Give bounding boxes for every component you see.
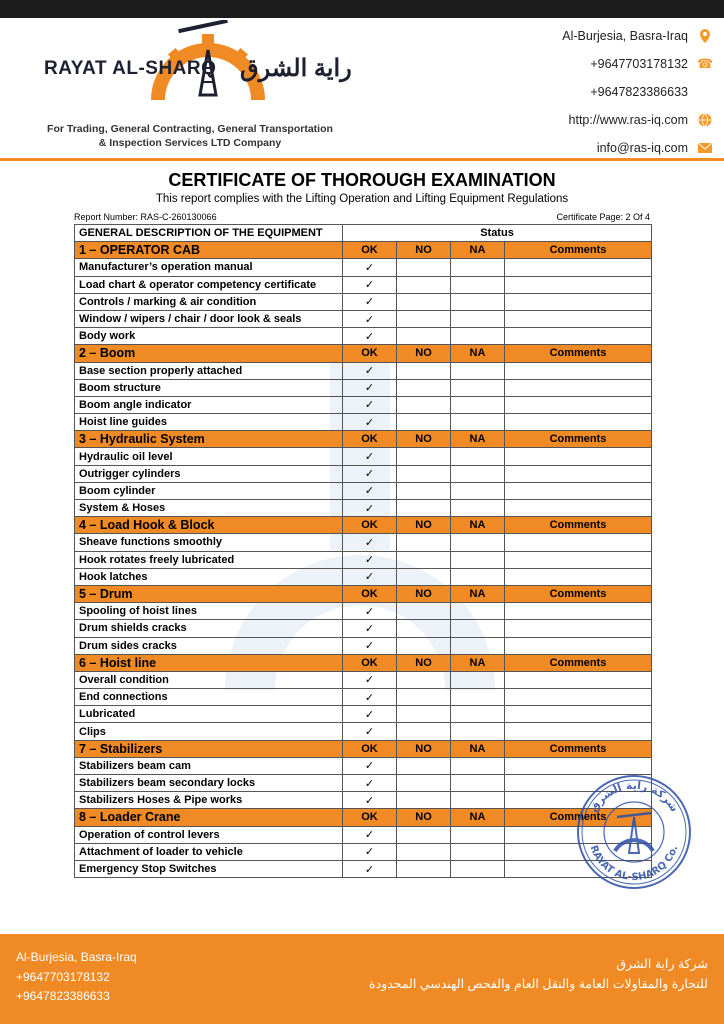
cell-na	[451, 482, 505, 499]
footer	[0, 934, 724, 1024]
contact-info	[492, 22, 712, 162]
table-row	[75, 551, 652, 568]
checkmark-icon: ✓	[343, 328, 397, 345]
cell-no	[397, 500, 451, 517]
table-row	[75, 792, 652, 809]
item-description: Hook rotates freely lubricated	[75, 551, 343, 568]
table-row	[75, 775, 652, 792]
col-comments-label: Comments	[505, 242, 652, 259]
cell-comments	[505, 757, 652, 774]
header-divider	[0, 158, 724, 161]
col-comments-label: Comments	[505, 585, 652, 602]
item-description: Outrigger cylinders	[75, 465, 343, 482]
checkmark-icon: ✓	[343, 534, 397, 551]
company-name-en: RAYAT AL-SHARQ	[44, 58, 217, 79]
item-description: Overall condition	[75, 671, 343, 688]
table-row	[75, 620, 652, 637]
table-row	[75, 259, 652, 276]
cell-na	[451, 465, 505, 482]
cell-na	[451, 568, 505, 585]
cell-no	[397, 757, 451, 774]
cell-no	[397, 843, 451, 860]
item-description: Hydraulic oil level	[75, 448, 343, 465]
certificate-page: Certificate Page: 2 Of 4	[556, 212, 650, 222]
col-comments-label: Comments	[505, 517, 652, 534]
header-status: Status	[343, 225, 652, 242]
letterhead	[0, 18, 724, 160]
contact-website	[492, 106, 712, 134]
checkmark-icon: ✓	[343, 465, 397, 482]
cell-comments	[505, 637, 652, 654]
report-number: Report Number: RAS-C-260130066	[74, 212, 217, 222]
cell-na	[451, 500, 505, 517]
cell-no	[397, 293, 451, 310]
section-title: 5 – Drum	[75, 585, 343, 602]
cell-na	[451, 775, 505, 792]
cell-no	[397, 414, 451, 431]
cell-na	[451, 310, 505, 327]
col-na-label: NA	[451, 740, 505, 757]
table-row	[75, 362, 652, 379]
col-ok-label: OK	[343, 517, 397, 534]
col-no-label: NO	[397, 431, 451, 448]
section-header-row	[75, 654, 652, 671]
cell-no	[397, 276, 451, 293]
item-description: Emergency Stop Switches	[75, 860, 343, 877]
checkmark-icon: ✓	[343, 843, 397, 860]
phone-2-text: +9647823386633	[590, 85, 688, 99]
cell-na	[451, 551, 505, 568]
cell-comments	[505, 396, 652, 413]
cell-comments	[505, 500, 652, 517]
col-na-label: NA	[451, 654, 505, 671]
table-row	[75, 603, 652, 620]
cell-na	[451, 276, 505, 293]
cell-no	[397, 551, 451, 568]
checkmark-icon: ✓	[343, 792, 397, 809]
col-ok-label: OK	[343, 740, 397, 757]
col-no-label: NO	[397, 809, 451, 826]
table-row	[75, 843, 652, 860]
col-na-label: NA	[451, 809, 505, 826]
cell-comments	[505, 310, 652, 327]
item-description: Lubricated	[75, 706, 343, 723]
contact-phone-1	[492, 50, 712, 78]
footer-phone-1: +9647703178132	[16, 969, 110, 984]
cell-na	[451, 293, 505, 310]
checkmark-icon: ✓	[343, 757, 397, 774]
col-ok-label: OK	[343, 242, 397, 259]
footer-name-ar: شركة راية الشرق	[616, 957, 708, 971]
cell-na	[451, 603, 505, 620]
item-description: Clips	[75, 723, 343, 740]
col-na-label: NA	[451, 431, 505, 448]
table-row	[75, 706, 652, 723]
cell-no	[397, 259, 451, 276]
col-no-label: NO	[397, 585, 451, 602]
email-icon	[698, 141, 712, 155]
table-row	[75, 637, 652, 654]
checkmark-icon: ✓	[343, 500, 397, 517]
col-na-label: NA	[451, 345, 505, 362]
table-row	[75, 482, 652, 499]
cell-na	[451, 757, 505, 774]
cell-na	[451, 534, 505, 551]
checkmark-icon: ✓	[343, 259, 397, 276]
col-comments-label: Comments	[505, 740, 652, 757]
cell-no	[397, 723, 451, 740]
table-row	[75, 757, 652, 774]
footer-desc-ar: للتجارة والمقاولات العامة والنقل العام والفحص الهندسي المحدودة	[369, 977, 708, 991]
cell-no	[397, 534, 451, 551]
checkmark-icon: ✓	[343, 448, 397, 465]
address-text: Al-Burjesia, Basra-Iraq	[562, 29, 688, 43]
company-logo	[30, 18, 360, 149]
col-no-label: NO	[397, 345, 451, 362]
document-subtitle: This report complies with the Lifting Operation and Lifting Equipment Regulations	[155, 193, 569, 205]
cell-na	[451, 396, 505, 413]
cell-na	[451, 792, 505, 809]
section-title: 3 – Hydraulic System	[75, 431, 343, 448]
cell-na	[451, 620, 505, 637]
section-title: 6 – Hoist line	[75, 654, 343, 671]
cell-comments	[505, 465, 652, 482]
checkmark-icon: ✓	[343, 379, 397, 396]
footer-address: Al-Burjesia, Basra-Iraq	[16, 950, 137, 964]
cell-na	[451, 689, 505, 706]
col-no-label: NO	[397, 740, 451, 757]
cell-na	[451, 723, 505, 740]
item-description: Hoist line guides	[75, 414, 343, 431]
col-ok-label: OK	[343, 345, 397, 362]
contact-address	[492, 22, 712, 50]
col-ok-label: OK	[343, 654, 397, 671]
checkmark-icon: ✓	[343, 860, 397, 877]
checkmark-icon: ✓	[343, 637, 397, 654]
cell-comments	[505, 448, 652, 465]
col-ok-label: OK	[343, 431, 397, 448]
cell-no	[397, 706, 451, 723]
cell-na	[451, 328, 505, 345]
col-na-label: NA	[451, 517, 505, 534]
cell-na	[451, 860, 505, 877]
item-description: Base section properly attached	[75, 362, 343, 379]
cell-no	[397, 396, 451, 413]
col-no-label: NO	[397, 517, 451, 534]
cell-comments	[505, 689, 652, 706]
cell-comments	[505, 603, 652, 620]
table-row	[75, 396, 652, 413]
email-link[interactable]: info@ras-iq.com	[596, 141, 688, 155]
cell-na	[451, 637, 505, 654]
item-description: Stabilizers beam secondary locks	[75, 775, 343, 792]
table-row	[75, 723, 652, 740]
checkmark-icon: ✓	[343, 414, 397, 431]
section-title: 7 – Stabilizers	[75, 740, 343, 757]
document-title: CERTIFICATE OF THOROUGH EXAMINATION	[168, 170, 556, 190]
phone-icon: ☎	[696, 56, 714, 71]
inspection-table	[74, 224, 652, 878]
checkmark-icon: ✓	[343, 551, 397, 568]
cell-na	[451, 414, 505, 431]
table-row	[75, 568, 652, 585]
cell-comments	[505, 482, 652, 499]
checkmark-icon: ✓	[343, 826, 397, 843]
cell-no	[397, 637, 451, 654]
table-row	[75, 293, 652, 310]
item-description: System & Hoses	[75, 500, 343, 517]
cell-no	[397, 379, 451, 396]
top-bar	[0, 0, 724, 18]
cell-na	[451, 826, 505, 843]
table-row	[75, 500, 652, 517]
col-ok-label: OK	[343, 585, 397, 602]
website-link[interactable]: http://www.ras-iq.com	[568, 113, 688, 127]
cell-comments	[505, 414, 652, 431]
item-description: Drum sides cracks	[75, 637, 343, 654]
table-header-row	[75, 225, 652, 242]
cell-na	[451, 362, 505, 379]
location-pin-icon	[698, 29, 712, 43]
table-row	[75, 448, 652, 465]
table-row	[75, 328, 652, 345]
contact-phone-2	[492, 78, 712, 106]
company-name-ar: راية الشرق	[240, 55, 352, 82]
table-row	[75, 465, 652, 482]
cell-comments	[505, 259, 652, 276]
table-row	[75, 276, 652, 293]
table-row	[75, 860, 652, 877]
section-header-row	[75, 345, 652, 362]
cell-no	[397, 465, 451, 482]
item-description: Boom cylinder	[75, 482, 343, 499]
checkmark-icon: ✓	[343, 396, 397, 413]
table-row	[75, 379, 652, 396]
checkmark-icon: ✓	[343, 689, 397, 706]
cell-no	[397, 310, 451, 327]
cell-comments	[505, 276, 652, 293]
checkmark-icon: ✓	[343, 603, 397, 620]
header-description: GENERAL DESCRIPTION OF THE EQUIPMENT	[75, 225, 343, 242]
cell-comments	[505, 534, 652, 551]
item-description: Attachment of loader to vehicle	[75, 843, 343, 860]
col-comments-label: Comments	[505, 345, 652, 362]
item-description: Boom angle indicator	[75, 396, 343, 413]
col-comments-label: Comments	[505, 654, 652, 671]
checkmark-icon: ✓	[343, 671, 397, 688]
item-description: Spooling of hoist lines	[75, 603, 343, 620]
checkmark-icon: ✓	[343, 276, 397, 293]
cell-na	[451, 843, 505, 860]
section-header-row	[75, 242, 652, 259]
cell-na	[451, 259, 505, 276]
checkmark-icon: ✓	[343, 620, 397, 637]
cell-no	[397, 775, 451, 792]
cell-comments	[505, 379, 652, 396]
item-description: Sheave functions smoothly	[75, 534, 343, 551]
table-row	[75, 534, 652, 551]
table-row	[75, 689, 652, 706]
cell-na	[451, 448, 505, 465]
checkmark-icon: ✓	[343, 568, 397, 585]
item-description: Drum shields cracks	[75, 620, 343, 637]
cell-no	[397, 362, 451, 379]
checkmark-icon: ✓	[343, 310, 397, 327]
item-description: Boom structure	[75, 379, 343, 396]
item-description: Window / wipers / chair / door look & seals	[75, 310, 343, 327]
company-stamp	[575, 773, 693, 891]
tagline-line-2: & Inspection Services LTD Company	[98, 137, 282, 149]
section-title: 8 – Loader Crane	[75, 809, 343, 826]
cell-no	[397, 826, 451, 843]
cell-no	[397, 603, 451, 620]
table-row	[75, 414, 652, 431]
item-description: Stabilizers Hoses & Pipe works	[75, 792, 343, 809]
cell-na	[451, 706, 505, 723]
item-description: Stabilizers beam cam	[75, 757, 343, 774]
stamp-text-ar: شركة راية الشرق	[586, 778, 682, 815]
cell-no	[397, 671, 451, 688]
checkmark-icon: ✓	[343, 482, 397, 499]
checkmark-icon: ✓	[343, 293, 397, 310]
cell-comments	[505, 551, 652, 568]
col-comments-label: Comments	[505, 809, 652, 826]
item-description: End connections	[75, 689, 343, 706]
section-header-row	[75, 585, 652, 602]
cell-no	[397, 620, 451, 637]
cell-no	[397, 860, 451, 877]
checkmark-icon: ✓	[343, 775, 397, 792]
footer-company-ar	[369, 954, 708, 994]
cell-comments	[505, 568, 652, 585]
section-title: 1 – OPERATOR CAB	[75, 242, 343, 259]
tagline-line-1: For Trading, General Contracting, General Transportation	[47, 123, 333, 135]
cell-comments	[505, 671, 652, 688]
col-no-label: NO	[397, 654, 451, 671]
cell-comments	[505, 620, 652, 637]
cell-no	[397, 689, 451, 706]
stamp-text-en: RAYAT AL-SHARQ Co.	[587, 844, 681, 884]
cell-no	[397, 568, 451, 585]
cell-no	[397, 482, 451, 499]
table-row	[75, 671, 652, 688]
section-title: 2 – Boom	[75, 345, 343, 362]
cell-comments	[505, 293, 652, 310]
phone-1-text: +9647703178132	[590, 57, 688, 71]
company-tagline	[30, 122, 350, 150]
cell-no	[397, 792, 451, 809]
col-na-label: NA	[451, 242, 505, 259]
cell-comments	[505, 723, 652, 740]
cell-no	[397, 448, 451, 465]
col-comments-label: Comments	[505, 431, 652, 448]
item-description: Operation of control levers	[75, 826, 343, 843]
checkmark-icon: ✓	[343, 706, 397, 723]
cell-comments	[505, 362, 652, 379]
cell-na	[451, 671, 505, 688]
item-description: Load chart & operator competency certificate	[75, 276, 343, 293]
globe-icon	[698, 113, 712, 127]
cell-comments	[505, 328, 652, 345]
item-description: Body work	[75, 328, 343, 345]
section-header-row	[75, 431, 652, 448]
cell-na	[451, 379, 505, 396]
checkmark-icon: ✓	[343, 723, 397, 740]
cell-comments	[505, 706, 652, 723]
col-na-label: NA	[451, 585, 505, 602]
table-row	[75, 310, 652, 327]
table-row	[75, 826, 652, 843]
col-ok-label: OK	[343, 809, 397, 826]
col-no-label: NO	[397, 242, 451, 259]
item-description: Controls / marking & air condition	[75, 293, 343, 310]
section-title: 4 – Load Hook & Block	[75, 517, 343, 534]
cell-no	[397, 328, 451, 345]
section-header-row	[75, 740, 652, 757]
section-header-row	[75, 809, 652, 826]
footer-phone-2: +9647823386633	[16, 989, 110, 1003]
svg-text:شركة راية الشرق	[587, 779, 681, 814]
checkmark-icon: ✓	[343, 362, 397, 379]
section-header-row	[75, 517, 652, 534]
footer-contact	[16, 948, 137, 1007]
item-description: Hook latches	[75, 568, 343, 585]
item-description: Manufacturer’s operation manual	[75, 259, 343, 276]
